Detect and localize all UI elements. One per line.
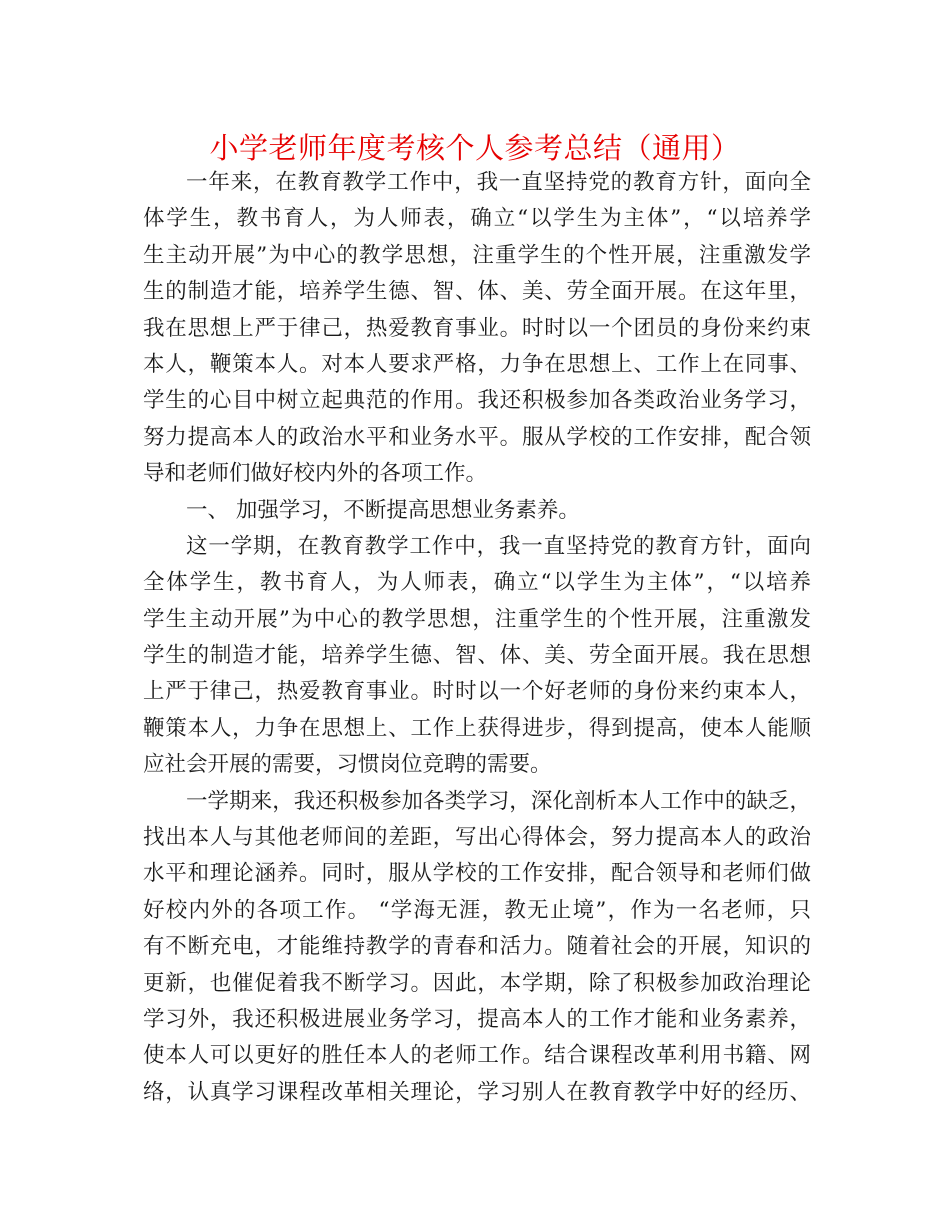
text-line: 学生的制造才能，培养学生德、智、体、美、劳全面开展。我在思想: [143, 643, 811, 669]
text-line: 努力提高本人的政治水平和业务水平。服从学校的工作安排，配合领: [143, 424, 811, 450]
text-line: 本人，鞭策本人。对本人要求严格，力争在思想上、工作上在同事、: [143, 351, 811, 377]
text-line: 有不断充电，才能维持教学的青春和活力。随着社会的开展，知识的: [143, 934, 811, 960]
text-line: 好校内外的各项工作。 “学海无涯，教无止境”，作为一名老师，只: [143, 897, 811, 923]
text-line: 一年来，在教育教学工作中，我一直坚持党的教育方针，面向全: [186, 170, 811, 195]
text-line: 学习外，我还积极进展业务学习，提高本人的工作才能和业务素养，: [143, 1006, 811, 1032]
document-title: 小学老师年度考核个人参考总结（通用）: [209, 131, 741, 165]
text-line: 全体学生，教书育人，为人师表，确立“以学生为主体”，“以培养: [143, 570, 811, 596]
text-line: 体学生，教书育人，为人师表，确立“以学生为主体”，“以培养学: [143, 206, 811, 232]
text-line: 一、 加强学习，不断提高思想业务素养。: [186, 497, 580, 523]
text-line: 应社会开展的需要，习惯岗位竞聘的需要。: [143, 752, 552, 778]
text-line: 鞭策本人，力争在思想上、工作上获得进步，得到提高，使本人能顺: [143, 715, 811, 741]
text-line: 使本人可以更好的胜任本人的老师工作。结合课程改革利用书籍、网: [143, 1043, 811, 1069]
text-line: 这一学期，在教育教学工作中，我一直坚持党的教育方针，面向: [186, 533, 811, 559]
text-line: 络，认真学习课程改革相关理论，学习别人在教育教学中好的经历、: [143, 1079, 811, 1105]
text-line: 学生主动开展”为中心的教学思想，注重学生的个性开展，注重激发: [143, 606, 811, 632]
text-line: 一学期来，我还积极参加各类学习，深化剖析本人工作中的缺乏，: [186, 788, 811, 814]
text-line: 生的制造才能，培养学生德、智、体、美、劳全面开展。在这年里，: [143, 279, 811, 305]
text-line: 导和老师们做好校内外的各项工作。: [143, 461, 488, 487]
text-line: 水平和理论涵养。同时，服从学校的工作安排，配合领导和老师们做: [143, 861, 811, 887]
text-line: 找出本人与其他老师间的差距，写出心得体会，努力提高本人的政治: [143, 825, 811, 851]
text-line: 学生的心目中树立起典范的作用。我还积极参加各类政治业务学习，: [143, 388, 811, 414]
text-line: 更新，也催促着我不断学习。因此，本学期，除了积极参加政治理论: [143, 970, 811, 996]
text-line: 上严于律己，热爱教育事业。时时以一个好老师的身份来约束本人，: [143, 679, 811, 705]
text-line: 生主动开展”为中心的教学思想，注重学生的个性开展，注重激发学: [143, 242, 811, 268]
document-body: [143, 165, 811, 1111]
text-line: 我在思想上严于律己，热爱教育事业。时时以一个团员的身份来约束: [143, 315, 811, 341]
